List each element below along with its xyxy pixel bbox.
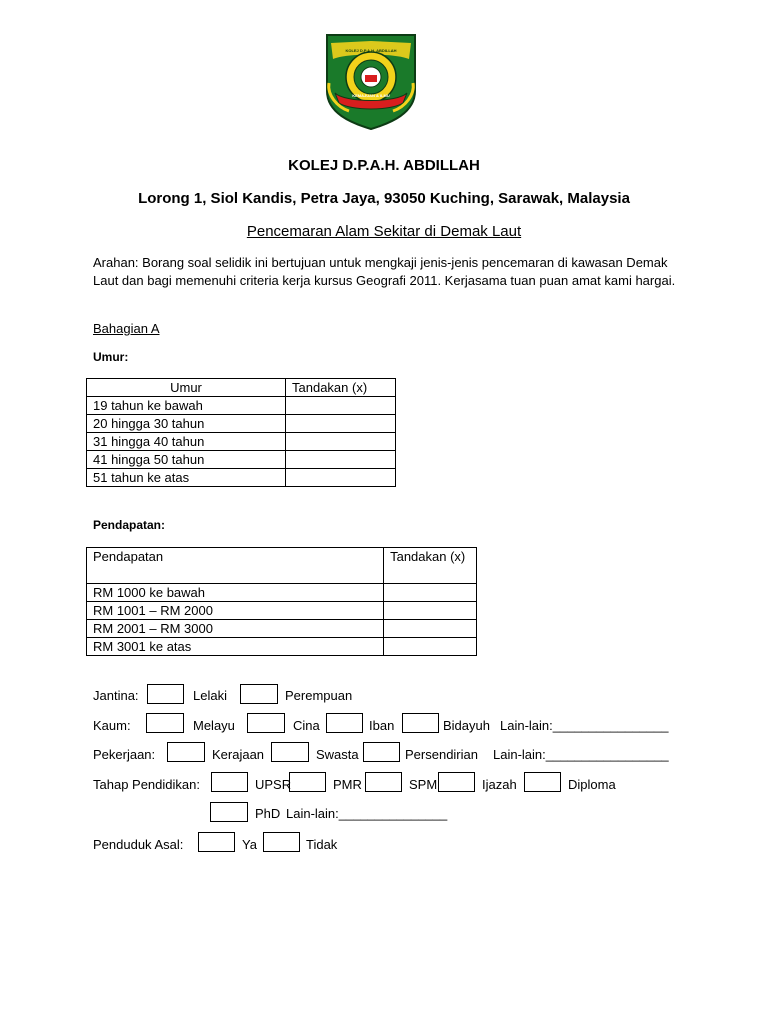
job-swasta-label: Swasta [316,747,359,762]
job-label: Pekerjaan: [93,747,156,762]
table-row: 19 tahun ke bawah [87,397,396,415]
table-row: 41 hingga 50 tahun [87,451,396,469]
age-mark-col-header: Tandakan (x) [286,379,396,397]
race-melayu-checkbox[interactable] [146,713,184,733]
crest-ring-text: KOLEJ D.P.A.H. ABDILLAH [345,48,397,53]
origin-yes-checkbox[interactable] [198,832,235,852]
job-swasta-checkbox[interactable] [271,742,309,762]
education-upsr-checkbox[interactable] [211,772,248,792]
job-kerajaan-checkbox[interactable] [167,742,205,762]
job-other-field[interactable]: Lain-lain:_________________ [493,747,669,762]
school-address: Lorong 1, Siol Kandis, Petra Jaya, 93050 Kuching, Sarawak, Malaysia [138,190,630,207]
crest-banner-text: KEMAJUAN & ILMU [352,93,390,98]
table-row: 20 hingga 30 tahun [87,415,396,433]
education-spm-checkbox[interactable] [365,772,402,792]
age-mark-cell[interactable] [286,397,396,415]
income-mark-col-header: Tandakan (x) [384,548,477,584]
table-row: 51 tahun ke atas [87,469,396,487]
job-persendirian-label: Persendirian [405,747,478,762]
race-iban-label: Iban [369,718,395,733]
table-row: RM 2001 – RM 3000 [87,620,477,638]
job-persendirian-checkbox[interactable] [363,742,400,762]
race-label: Kaum: [93,718,131,733]
origin-yes-label: Ya [242,837,257,852]
race-cina-label: Cina [293,718,320,733]
age-mark-cell[interactable] [286,469,396,487]
education-diploma-checkbox[interactable] [524,772,561,792]
income-col-header: Pendapatan [87,548,384,584]
education-pmr-label: PMR [333,777,362,792]
education-phd-checkbox[interactable] [210,802,248,822]
gender-male-label: Lelaki [193,688,227,703]
table-row: 31 hingga 40 tahun [87,433,396,451]
gender-female-label: Perempuan [285,688,353,703]
income-mark-cell[interactable] [384,638,477,656]
income-mark-cell[interactable] [384,602,477,620]
education-ijazah-checkbox[interactable] [438,772,475,792]
race-iban-checkbox[interactable] [326,713,363,733]
gender-label: Jantina: [93,688,139,703]
income-mark-cell[interactable] [384,584,477,602]
education-phd-label: PhD [255,806,281,821]
income-mark-cell[interactable] [384,620,477,638]
origin-no-checkbox[interactable] [263,832,300,852]
age-mark-cell[interactable] [286,451,396,469]
table-row: RM 3001 ke atas [87,638,477,656]
gender-female-checkbox[interactable] [240,684,278,704]
gender-male-checkbox[interactable] [147,684,184,704]
age-mark-cell[interactable] [286,433,396,451]
education-spm-label: SPM [409,777,438,792]
race-cina-checkbox[interactable] [247,713,285,733]
section-a-heading: Bahagian A [93,321,160,336]
age-mark-cell[interactable] [286,415,396,433]
race-other-field[interactable]: Lain-lain:________________ [500,718,669,733]
income-heading: Pendapatan: [93,518,166,532]
age-table [86,378,396,487]
education-pmr-checkbox[interactable] [289,772,326,792]
table-row: RM 1000 ke bawah [87,584,477,602]
education-label: Tahap Pendidikan: [93,777,200,792]
instructions-paragraph: Arahan: Borang soal selidik ini bertujuan untuk mengkaji jenis-jenis pencemaran di kawasan Demak Laut dan bagi memenuhi criteria kerja kursus Geografi 2011. Kerjasama tuan puan amat kami hargai. [93,255,676,288]
age-heading: Umur: [93,350,129,364]
education-upsr-label: UPSR [255,777,292,792]
form-title: Pencemaran Alam Sekitar di Demak Laut [246,223,522,240]
education-ijazah-label: Ijazah [482,777,517,792]
table-row: RM 1001 – RM 2000 [87,602,477,620]
age-col-header: Umur [87,379,286,397]
income-table [86,547,477,656]
origin-no-label: Tidak [306,837,338,852]
race-bidayuh-checkbox[interactable] [402,713,439,733]
education-diploma-label: Diploma [568,777,616,792]
origin-label: Penduduk Asal: [93,837,184,852]
race-bidayuh-label: Bidayuh [443,718,490,733]
job-kerajaan-label: Kerajaan [212,747,265,762]
education-other-field[interactable]: Lain-lain:_______________ [286,806,448,821]
school-name: KOLEJ D.P.A.H. ABDILLAH [288,157,480,174]
race-melayu-label: Melayu [193,718,235,733]
